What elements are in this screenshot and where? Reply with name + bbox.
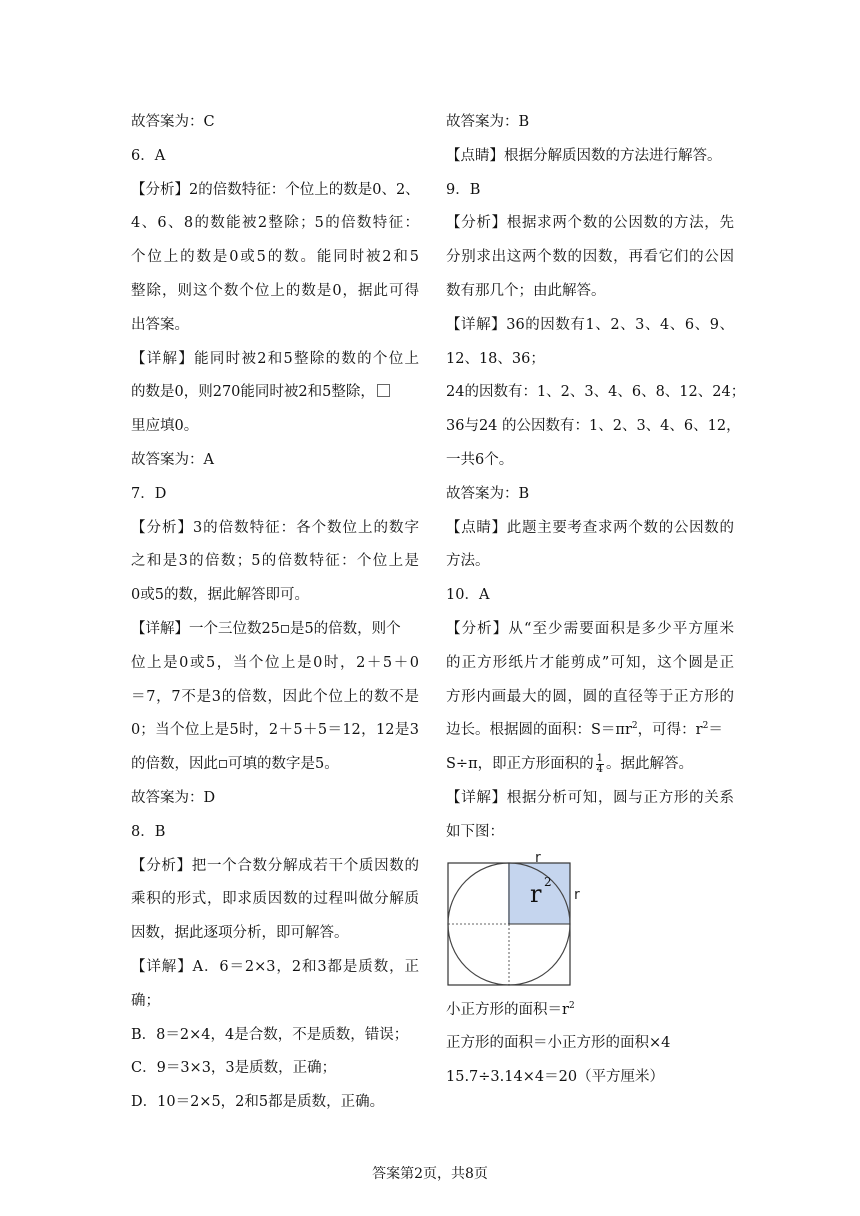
text-line: 的倍数，因此 可填的数字是5。 <box>131 756 339 773</box>
text-line: 故答案为：B <box>446 114 530 130</box>
text-line: 乘积的形式，即求质因数的过程叫做分解质 <box>131 891 419 908</box>
text-line: 【详解】根据分析可知，圆与正方形的关系 <box>446 789 734 806</box>
text-line: D．10＝2×5，2和5都是质数，正确。 <box>131 1094 385 1111</box>
text-line: 出答案。 <box>131 316 189 333</box>
label-r-squared: r <box>530 879 542 908</box>
text-line: 方法。 <box>446 553 490 570</box>
label-top-r: r <box>535 853 541 866</box>
label-right-r: r <box>574 886 580 903</box>
question-number: 9．B <box>446 181 481 198</box>
text-line: 【分析】从“至少需要面积是多少平方厘米 <box>446 620 734 637</box>
text-line: 整除，则这个数个位上的数是0，据此可得 <box>131 282 419 299</box>
label-r-squared-sup: 2 <box>544 874 552 889</box>
text-line: 0或5的数，据此解答即可。 <box>131 587 309 604</box>
question-number: 10．A <box>446 587 490 604</box>
text-line: 数有那几个；由此解答。 <box>446 282 606 299</box>
text-line: 方形内画最大的圆，圆的直径等于正方形的 <box>446 688 734 705</box>
text-line: 故答案为：D <box>131 789 216 806</box>
text-line: 0；当个位上是5时，2＋5＋5＝12，12是3 <box>131 722 419 739</box>
page-footer: 答案第2页，共8页 <box>372 1166 488 1182</box>
text-line: 一共6个。 <box>446 451 514 468</box>
text-line: 【点睛】根据分解质因数的方法进行解答。 <box>446 147 722 164</box>
text-line: 小正方形的面积$=r^2$ <box>446 1000 575 1018</box>
text-line: 36与24 的公因数有：1、2、3、4、6、12， <box>446 418 741 435</box>
text-line: 个位上的数是0或5的数。能同时被2和5 <box>131 249 419 266</box>
text-line: 之和是3的倍数；5的倍数特征：个位上是 <box>131 553 419 570</box>
text-line: 12、18、36； <box>446 350 545 367</box>
blank-box-icon <box>219 760 227 768</box>
question-number: 7．D <box>131 485 167 502</box>
text-line: 【详解】36的因数有1、2、3、4、6、9、 <box>446 316 734 333</box>
text-line: 确； <box>131 992 160 1009</box>
text-line: S÷π，即正方形面积的 $\frac{1}{4}$ 。据此解答。 <box>446 752 693 775</box>
text-line: 正方形的面积＝小正方形的面积×4 <box>446 1035 671 1052</box>
text-line: ＝7，7不是3的倍数，因此个位上的数不是 <box>131 688 419 705</box>
circle-in-square-figure <box>446 854 734 986</box>
text-line: 边长。根据圆的面积：$S=\pi r^2$，可得：$r^2=$ <box>446 721 723 739</box>
text-line: 因数，据此逐项分析，即可解答。 <box>131 925 349 942</box>
text-line: 分别求出这两个数的因数，再看它们的公因 <box>446 249 734 266</box>
text-line: 的数是0，则270能同时被2和5整除， <box>131 378 419 412</box>
text-line: 【详解】A．6＝2×3，2和3都是质数，正 <box>131 958 419 975</box>
right-column <box>446 108 746 1097</box>
text-line: 【分析】3的倍数特征：各个数位上的数字 <box>131 519 419 536</box>
text-line: 15.7÷3.14×4＝20（平方厘米） <box>446 1069 665 1086</box>
text-line: 【详解】能同时被2和5整除的数的个位上 <box>131 350 419 367</box>
fraction: $\frac{1}{4}$ <box>596 752 603 775</box>
text-line: 故答案为：A <box>131 451 214 468</box>
question-number: 8．B <box>131 823 166 840</box>
question-number: 6．A <box>131 147 166 164</box>
text-line: 【详解】一个三位数25 是5的倍数，则个 <box>131 620 401 637</box>
text-line: 【分析】根据求两个数的公因数的方法，先 <box>446 215 734 232</box>
text-line: 的正方形纸片才能剪成”可知，这个圆是正 <box>446 654 734 671</box>
text-line: 如下图： <box>446 823 504 840</box>
blank-box-icon <box>377 384 390 397</box>
text-line: B．8＝2×4，4是合数，不是质数，错误； <box>131 1026 409 1043</box>
text-line: 24的因数有：1、2、3、4、6、8、12、24； <box>446 384 746 401</box>
text-line: 故答案为：B <box>446 485 530 502</box>
text-line: 【分析】把一个合数分解成若干个质因数的 <box>131 857 419 874</box>
text-line: 4、6、8的数能被2整除；5的倍数特征： <box>131 215 419 232</box>
left-column <box>131 108 419 1122</box>
text-line: 【分析】2的倍数特征：个位上的数是0、2、 <box>131 181 420 198</box>
blank-box-icon <box>281 625 289 633</box>
text-line: 故答案为：C <box>131 114 215 130</box>
text-line: 【点睛】此题主要考查求两个数的公因数的 <box>446 519 734 536</box>
text-line: C．9＝3×3，3是质数，正确； <box>131 1060 337 1077</box>
text-line: 里应填0。 <box>131 418 199 435</box>
text-line: 位上是0或5，当个位上是0时，2＋5＋0 <box>131 654 419 671</box>
figure-svg <box>446 854 586 986</box>
